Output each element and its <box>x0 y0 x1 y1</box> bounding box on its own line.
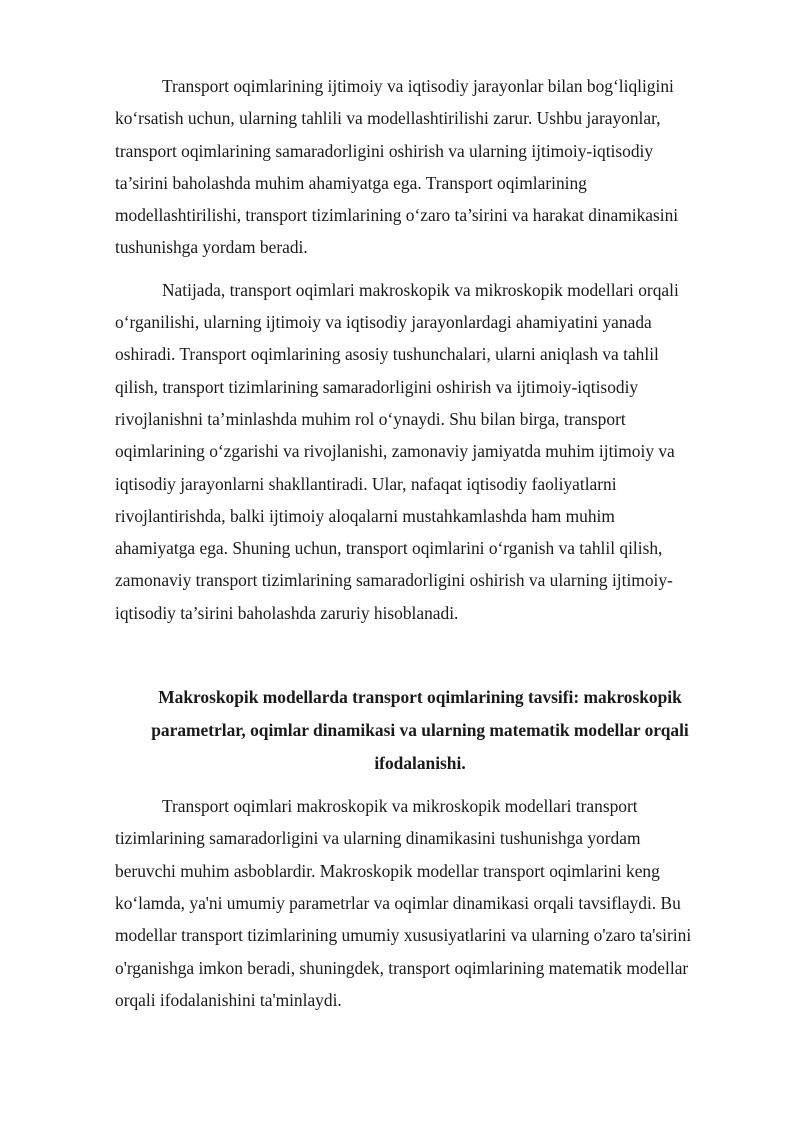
text-line: tushunishga yordam beradi. <box>115 237 308 258</box>
text-line: iqtisodiy jarayonlarni shakllantiradi. Ular, nafaqat iqtisodiy faoliyatlarni <box>115 473 617 494</box>
text-line: oqimlarining o‘zgarishi va rivojlanishi, zamonaviy jamiyatda muhim ijtimoiy va <box>115 441 675 462</box>
text-line: ko‘rsatish uchun, ularning tahlili va modellashtirilishi zarur. Ushbu jarayonlar, <box>115 108 661 129</box>
paragraph-conclusion <box>115 274 725 629</box>
text-line: ta’sirini baholashda muhim ahamiyatga ega. Transport oqimlarining <box>115 172 587 193</box>
text-line: ahamiyatga ega. Shuning uchun, transport oqimlarini o‘rganish va tahlil qilish, <box>115 538 663 559</box>
text-line: modellashtirilishi, transport tizimlarining o‘zaro ta’sirini va harakat dinamikasini <box>115 205 679 226</box>
heading-line: Makroskopik modellarda transport oqimlarining tavsifi: makroskopik <box>158 687 682 708</box>
text-line: o‘rganilishi, ularning ijtimoiy va iqtisodiy jarayonlardagi ahamiyatini yanada <box>115 312 652 333</box>
text-line: o'rganishga imkon beradi, shuningdek, transport oqimlarining matematik modellar <box>115 957 689 978</box>
text-line: beruvchi muhim asboblardir. Makroskopik modellar transport oqimlarini keng <box>115 860 660 881</box>
text-line: Natijada, transport oqimlari makroskopik va mikroskopik modellari orqali <box>162 279 679 300</box>
text-line: oshiradi. Transport oqimlarining asosiy tushunchalari, ularni aniqlash va tahlil <box>115 344 659 365</box>
document-body <box>115 70 725 1016</box>
paragraph-intro <box>115 70 725 264</box>
text-line: Transport oqimlarining ijtimoiy va iqtisodiy jarayonlar bilan bog‘liqligini <box>162 76 674 96</box>
paragraph-section-body <box>115 790 725 1016</box>
heading-line: ifodalanishi. <box>374 753 466 774</box>
text-line: modellar transport tizimlarining umumiy xususiyatlarini va ularning o'zaro ta'sirini <box>115 925 692 946</box>
section-heading <box>115 681 725 780</box>
text-line: transport oqimlarining samaradorligini oshirish va ularning ijtimoiy-iqtisodiy <box>115 140 654 161</box>
text-line: Transport oqimlari makroskopik va mikroskopik modellari transport <box>162 796 638 817</box>
text-line: tizimlarining samaradorligini va ularning dinamikasini tushunishga yordam <box>115 828 641 849</box>
text-line: orqali ifodalanishini ta'minlaydi. <box>115 989 342 1010</box>
text-line: rivojlantirishda, balki ijtimoiy aloqalarni mustahkamlashda ham muhim <box>115 505 615 526</box>
text-line: rivojlanishni ta’minlashda muhim rol o‘ynaydi. Shu bilan birga, transport <box>115 408 626 429</box>
text-line: iqtisodiy ta’sirini baholashda zaruriy hisoblanadi. <box>115 602 459 623</box>
text-line: zamonaviy transport tizimlarining samaradorligini oshirish va ularning ijtimoiy- <box>115 570 673 591</box>
text-line: ko‘lamda, ya'ni umumiy parametrlar va oqimlar dinamikasi orqali tavsiflaydi. Bu <box>115 892 681 913</box>
heading-line: parametrlar, oqimlar dinamikasi va ularning matematik modellar orqali <box>151 720 689 741</box>
text-line: qilish, transport tizimlarining samaradorligini oshirish va ijtimoiy-iqtisodiy <box>115 376 639 397</box>
